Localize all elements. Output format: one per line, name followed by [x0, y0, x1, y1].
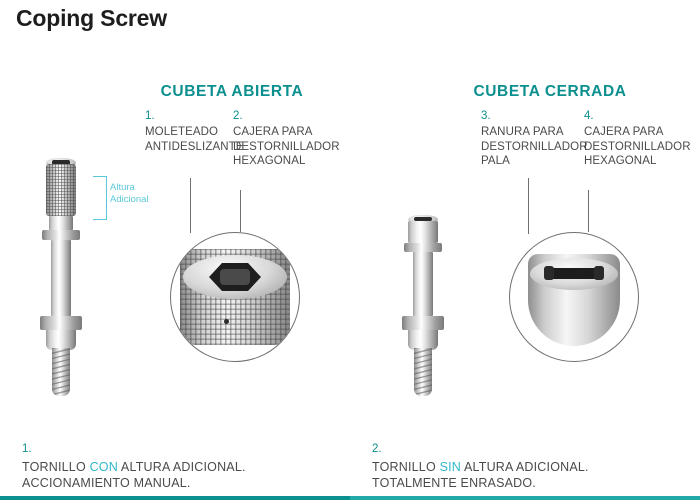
- bottom-left-pre: TORNILLO: [22, 460, 90, 474]
- hexagonal-socket-inner: [220, 269, 250, 285]
- altura-line-1: Altura: [110, 182, 135, 193]
- hex-notch-right-icon: [594, 266, 604, 280]
- callout-1: [145, 110, 244, 154]
- leader-line-4: [588, 190, 589, 232]
- altura-adicional-bracket: [93, 176, 107, 220]
- screw-threaded-tip-closed: [414, 348, 432, 396]
- knurl-detail-dot: [224, 319, 229, 324]
- bottom-caption-left: [22, 443, 322, 491]
- magnified-smooth-head: [528, 254, 620, 346]
- screw-knurled-head: [46, 164, 76, 216]
- screw-head-flange: [40, 316, 82, 330]
- bottom-left-line2: ACCIONAMIENTO MANUAL.: [22, 476, 191, 490]
- callout-3-text: RANURA PARA DESTORNILLADOR PALA: [481, 126, 588, 167]
- hex-notch-left-icon: [544, 266, 554, 280]
- bottom-caption-left-text: [22, 459, 322, 491]
- page-title: Coping Screw: [16, 5, 167, 31]
- screw-collar-closed: [404, 243, 442, 252]
- leader-line-3: [528, 178, 529, 234]
- screw-cone: [46, 330, 76, 350]
- screw-cone-closed: [408, 330, 438, 350]
- bottom-left-highlight: CON: [89, 460, 118, 474]
- screw-neck-upper: [49, 216, 73, 230]
- column-heading-closed: CUBETA CERRADA: [473, 83, 627, 100]
- bottom-right-line2: TOTALMENTE ENRASADO.: [372, 476, 536, 490]
- bottom-caption-right-text: [372, 459, 682, 491]
- screw-head-closed: [408, 221, 438, 243]
- callout-1-number: 1.: [145, 110, 155, 122]
- altura-adicional-label: [110, 182, 168, 205]
- bottom-left-post: ALTURA ADICIONAL.: [117, 460, 246, 474]
- bottom-caption-left-number: 1.: [22, 443, 32, 455]
- magnified-view-closed-tray: [509, 232, 639, 362]
- bottom-rule-left: [0, 496, 350, 500]
- bottom-caption-right-number: 2.: [372, 443, 382, 455]
- leader-line-1: [190, 178, 191, 233]
- callout-1-text: MOLETEADO ANTIDESLIZANTE: [145, 126, 244, 153]
- column-heading-open: CUBETA ABIERTA: [160, 83, 304, 100]
- callout-3-number: 3.: [481, 110, 491, 122]
- altura-line-2: Adicional: [110, 193, 149, 205]
- bottom-right-post: ALTURA ADICIONAL.: [461, 460, 589, 474]
- screw-shaft-closed: [413, 252, 433, 316]
- callout-2-number: 2.: [233, 110, 243, 122]
- screw-head-flange-closed: [402, 316, 444, 330]
- magnified-knurled-head: [180, 249, 290, 345]
- callout-2-text: CAJERA PARA DESTORNILLADOR HEXAGONAL: [233, 126, 340, 167]
- bottom-right-highlight: SIN: [439, 460, 461, 474]
- callout-2: [233, 110, 353, 169]
- callout-4-number: 4.: [584, 110, 594, 122]
- screw-shaft: [51, 240, 71, 316]
- screw-threaded-tip: [52, 348, 70, 396]
- bottom-caption-right: [372, 443, 682, 491]
- callout-4-text: CAJERA PARA DESTORNILLADOR HEXAGONAL: [584, 126, 691, 167]
- bottom-right-pre: TORNILLO: [372, 460, 440, 474]
- magnified-view-open-tray: [170, 232, 300, 362]
- callout-4: [584, 110, 699, 169]
- bottom-rule-right: [350, 496, 700, 500]
- callout-3: [481, 110, 588, 169]
- leader-line-2: [240, 190, 241, 232]
- screw-collar-upper: [42, 230, 80, 240]
